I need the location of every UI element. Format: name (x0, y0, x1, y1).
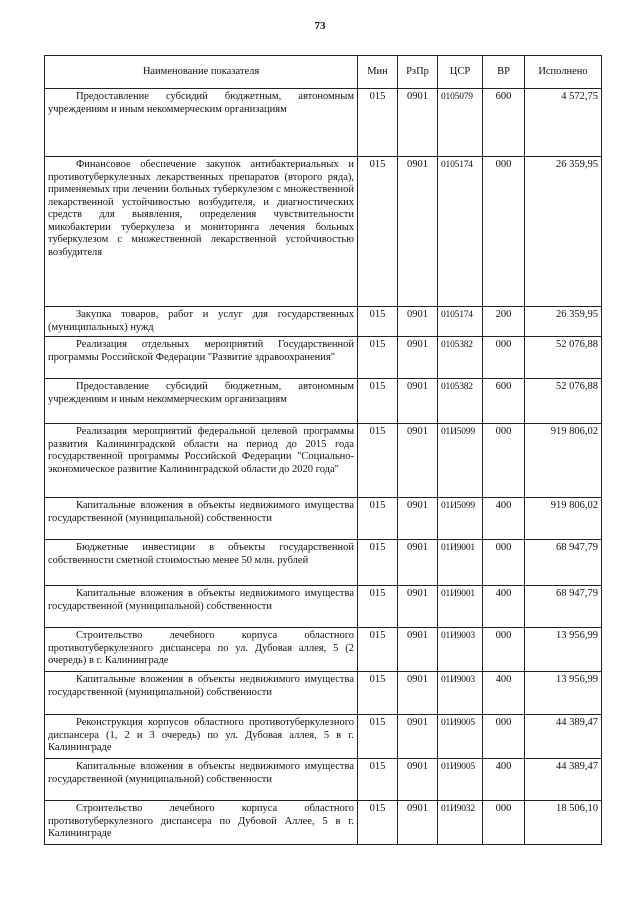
row-min: 015 (358, 89, 398, 157)
row-done: 919 806,02 (525, 424, 602, 498)
row-min: 015 (358, 157, 398, 307)
header-rzpr: РзПр (398, 56, 438, 89)
row-done: 44 389,47 (525, 715, 602, 759)
row-name: Предоставление субсидий бюджетным, автономным учреждениям и иным некоммерческим организациям (45, 379, 358, 424)
row-vr: 400 (483, 759, 525, 801)
row-rzpr: 0901 (398, 379, 438, 424)
row-rzpr: 0901 (398, 586, 438, 628)
row-min: 015 (358, 672, 398, 715)
table-row (45, 337, 602, 379)
row-vr: 400 (483, 672, 525, 715)
table-row (45, 498, 602, 540)
row-min: 015 (358, 586, 398, 628)
row-rzpr: 0901 (398, 157, 438, 307)
table-row (45, 801, 602, 845)
row-rzpr: 0901 (398, 337, 438, 379)
row-csr: 01И9032 (438, 801, 483, 845)
row-rzpr: 0901 (398, 307, 438, 337)
row-vr: 000 (483, 540, 525, 586)
row-min: 015 (358, 715, 398, 759)
row-vr: 000 (483, 337, 525, 379)
row-name: Строительство лечебного корпуса областного противотуберкулезного диспансера по ул. Дубовая аллея, 5 (2 очередь) в г. Калининграде (45, 628, 358, 672)
row-name: Предоставление субсидий бюджетным, автономным учреждениям и иным некоммерческим организациям (45, 89, 358, 157)
row-done: 18 506,10 (525, 801, 602, 845)
row-done: 13 956,99 (525, 672, 602, 715)
row-csr: 01И9001 (438, 586, 483, 628)
row-rzpr: 0901 (398, 672, 438, 715)
row-min: 015 (358, 379, 398, 424)
row-name: Реализация отдельных мероприятий Государственной программы Российской Федерации "Развитие здравоохранения" (45, 337, 358, 379)
table-row (45, 672, 602, 715)
row-done: 26 359,95 (525, 157, 602, 307)
row-rzpr: 0901 (398, 759, 438, 801)
table-row (45, 307, 602, 337)
row-name: Реконструкция корпусов областного противотуберкулезного диспансера (1, 2 и 3 очередь) по ул. Дубовая аллея, 5 в г. Калининграде (45, 715, 358, 759)
row-csr: 0105174 (438, 307, 483, 337)
row-csr: 01И5099 (438, 424, 483, 498)
row-name: Капитальные вложения в объекты недвижимого имущества государственной (муниципальной) собственности (45, 586, 358, 628)
row-csr: 0105382 (438, 337, 483, 379)
row-csr: 0105382 (438, 379, 483, 424)
row-name: Бюджетные инвестиции в объекты государственной собственности сметной стоимостью менее 50 млн. рублей (45, 540, 358, 586)
row-name: Закупка товаров, работ и услуг для государственных (муниципальных) нужд (45, 307, 358, 337)
row-name: Реализация мероприятий федеральной целевой программы развития Калининградской области на период до 2015 года государственной программы Российской Федерации "Социально-экономическое развитие Калининградской области до 2020 года" (45, 424, 358, 498)
row-done: 13 956,99 (525, 628, 602, 672)
row-csr: 01И9003 (438, 628, 483, 672)
row-rzpr: 0901 (398, 715, 438, 759)
header-done: Исполнено (525, 56, 602, 89)
row-rzpr: 0901 (398, 498, 438, 540)
row-vr: 000 (483, 157, 525, 307)
row-csr: 0105079 (438, 89, 483, 157)
row-vr: 600 (483, 89, 525, 157)
row-done: 52 076,88 (525, 379, 602, 424)
table-row (45, 628, 602, 672)
row-rzpr: 0901 (398, 540, 438, 586)
row-done: 68 947,79 (525, 540, 602, 586)
row-min: 015 (358, 801, 398, 845)
row-name: Финансовое обеспечение закупок антибактериальных и противотуберкулезных лекарственных препаратов (второго ряда), применяемых при лечении больных туберкулезом с множественной лекарственной устойчивостью возбудителя, и диагностических средств для выявления, определения чувствительности микобактерии туберкулеза и мониторинга лечения больных туберкулезом с множественной лекарственной устойчивостью возбудителя (45, 157, 358, 307)
header-min: Мин (358, 56, 398, 89)
row-done: 4 572,75 (525, 89, 602, 157)
row-done: 52 076,88 (525, 337, 602, 379)
row-min: 015 (358, 759, 398, 801)
row-done: 44 389,47 (525, 759, 602, 801)
row-done: 26 359,95 (525, 307, 602, 337)
row-rzpr: 0901 (398, 424, 438, 498)
row-rzpr: 0901 (398, 89, 438, 157)
row-min: 015 (358, 498, 398, 540)
row-min: 015 (358, 424, 398, 498)
table-header-row (45, 56, 602, 89)
row-name: Капитальные вложения в объекты недвижимого имущества государственной (муниципальной) собственности (45, 759, 358, 801)
row-vr: 400 (483, 586, 525, 628)
row-vr: 600 (483, 379, 525, 424)
row-rzpr: 0901 (398, 801, 438, 845)
row-min: 015 (358, 628, 398, 672)
row-vr: 000 (483, 715, 525, 759)
row-vr: 400 (483, 498, 525, 540)
row-csr: 01И5099 (438, 498, 483, 540)
row-done: 919 806,02 (525, 498, 602, 540)
table-row (45, 759, 602, 801)
row-vr: 000 (483, 424, 525, 498)
header-vr: ВР (483, 56, 525, 89)
table-row (45, 157, 602, 307)
budget-table (44, 55, 602, 845)
row-vr: 000 (483, 801, 525, 845)
row-vr: 200 (483, 307, 525, 337)
row-csr: 01И9003 (438, 672, 483, 715)
row-name: Строительство лечебного корпуса областного противотуберкулезного диспансера по Дубовой Аллее, 5 в г. Калининграде (45, 801, 358, 845)
table-row (45, 424, 602, 498)
page-number: 73 (314, 20, 326, 32)
row-min: 015 (358, 540, 398, 586)
row-name: Капитальные вложения в объекты недвижимого имущества государственной (муниципальной) собственности (45, 498, 358, 540)
row-csr: 01И9005 (438, 759, 483, 801)
table-row (45, 540, 602, 586)
table-row (45, 379, 602, 424)
row-min: 015 (358, 337, 398, 379)
row-name: Капитальные вложения в объекты недвижимого имущества государственной (муниципальной) собственности (45, 672, 358, 715)
row-csr: 01И9005 (438, 715, 483, 759)
table-row (45, 586, 602, 628)
row-csr: 01И9001 (438, 540, 483, 586)
table-row (45, 715, 602, 759)
row-csr: 0105174 (438, 157, 483, 307)
table-row (45, 89, 602, 157)
row-rzpr: 0901 (398, 628, 438, 672)
header-csr: ЦСР (438, 56, 483, 89)
row-done: 68 947,79 (525, 586, 602, 628)
row-vr: 000 (483, 628, 525, 672)
row-min: 015 (358, 307, 398, 337)
header-name: Наименование показателя (45, 56, 358, 89)
